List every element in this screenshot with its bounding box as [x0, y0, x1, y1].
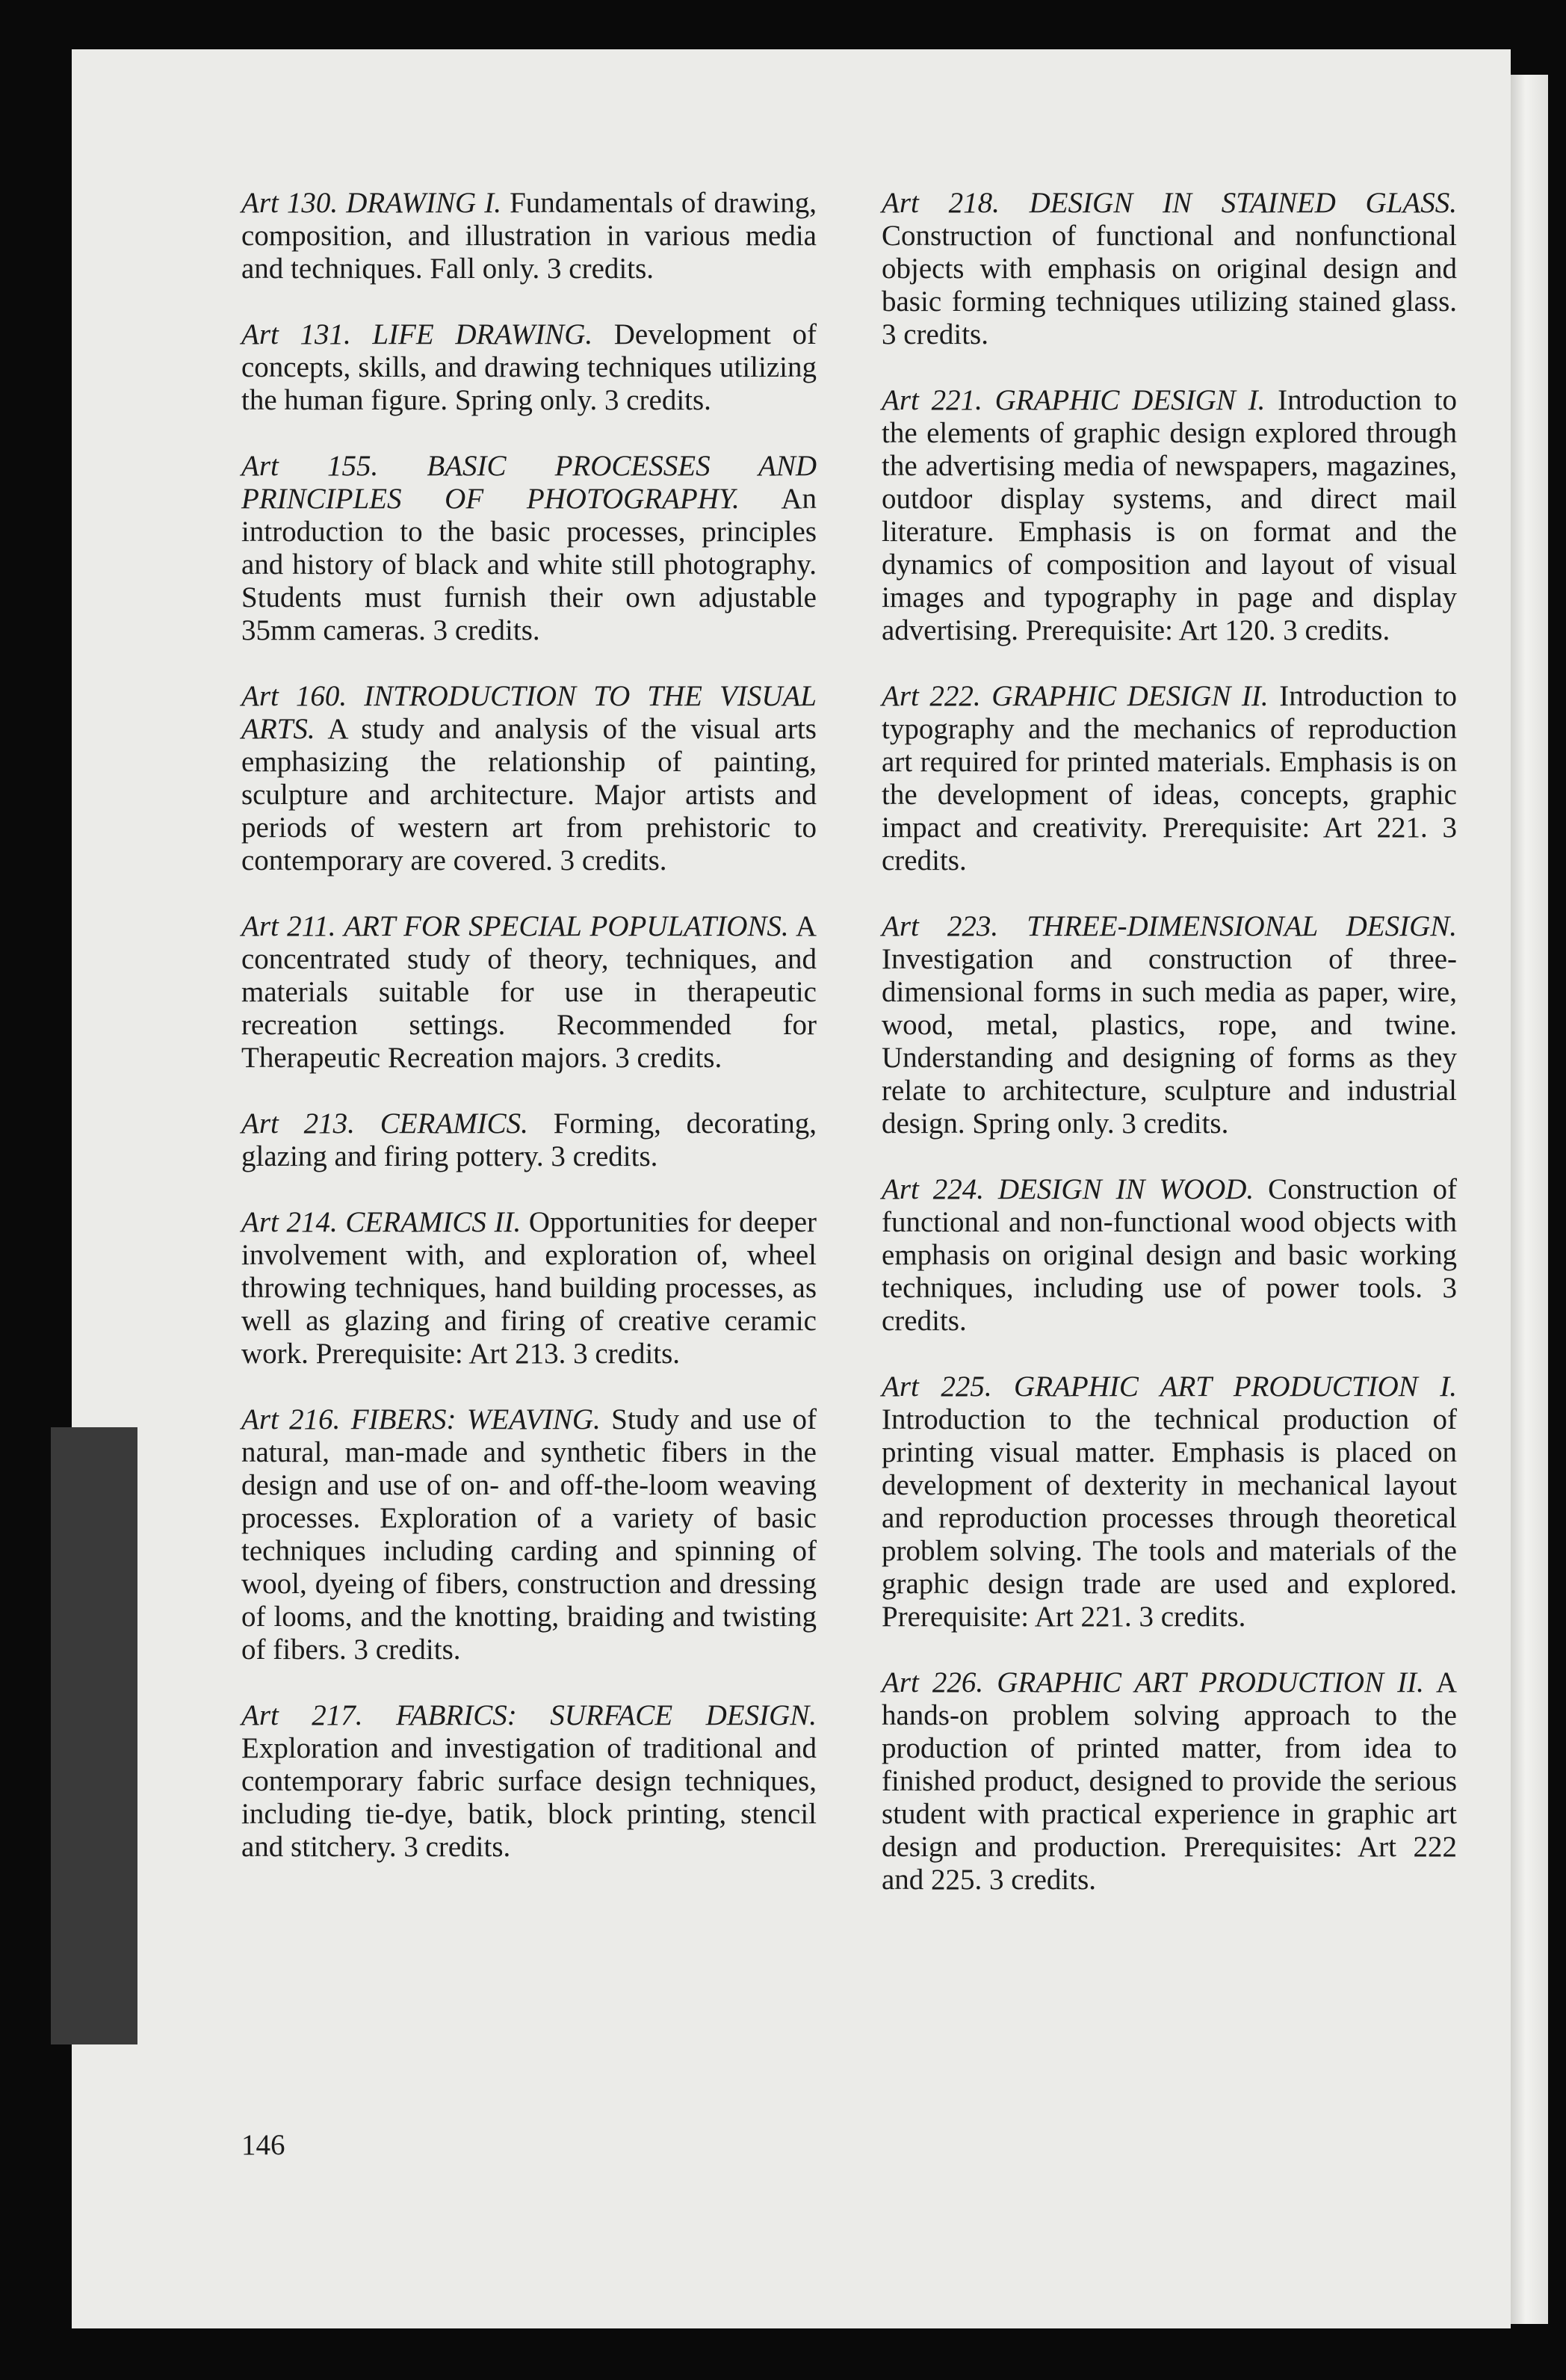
course-entry — [882, 1666, 1457, 1897]
course-title: Art 211. ART FOR SPECIAL POPULATIONS. — [241, 910, 789, 942]
course-title: Art 155. BASIC PROCESSES AND PRINCIPLES OF PHOTOGRAPHY. — [241, 450, 817, 515]
course-entry — [882, 187, 1457, 351]
course-entry — [241, 1699, 817, 1864]
course-entry — [241, 318, 817, 417]
course-entry — [241, 1403, 817, 1666]
course-entry — [241, 1107, 817, 1173]
page-edge — [1511, 75, 1548, 2324]
course-entry — [882, 1370, 1457, 1633]
course-title: Art 225. GRAPHIC ART PRODUCTION I. — [882, 1370, 1457, 1403]
course-description: Investigation and construction of three-dimensional forms in such media as paper, wire, wood, metal, plastics, rope, and twine. Understanding and designing of forms as they relate to architecture, sculpture and industrial design. Spring only. 3 credits. — [882, 943, 1457, 1140]
course-description: A concentrated study of theory, techniques, and materials suitable for use in therapeutic recreation settings. Recommended for Therapeutic Recreation majors. 3 credits. — [241, 910, 817, 1074]
course-entry — [882, 1173, 1457, 1338]
course-title: Art 226. GRAPHIC ART PRODUCTION II. — [882, 1666, 1424, 1699]
course-description: Opportunities for deeper involvement with, and exploration of, wheel throwing techniques, hand building processes, as well as glazing and firing of creative ceramic work. Prerequisite: Art 213. 3 credits. — [241, 1206, 817, 1370]
course-description: Introduction to the elements of graphic design explored through the advertising media of newspapers, magazines, outdoor display systems, and direct mail literature. Emphasis is on format and the dynamics of composition and layout of visual images and typography in page and display advertising. Prerequisite: Art 120. 3 credits. — [882, 384, 1457, 646]
course-title: Art 224. DESIGN IN WOOD. — [882, 1173, 1254, 1205]
course-title: Art 216. FIBERS: WEAVING. — [241, 1403, 601, 1435]
course-description: Development of concepts, skills, and drawing techniques utilizing the human figure. Spring only. 3 credits. — [241, 318, 817, 416]
course-title: Art 131. LIFE DRAWING. — [241, 318, 593, 350]
course-title: Art 218. DESIGN IN STAINED GLASS. — [882, 187, 1457, 219]
left-column — [241, 187, 817, 1897]
course-description: Introduction to the technical production of printing visual matter. Emphasis is placed on development of dexterity in mechanical layout and reproduction processes through theoretical problem solving. The tools and materials of the graphic design trade are used and explored. Prerequisite: Art 221. 3 credits. — [882, 1403, 1457, 1633]
course-entry — [241, 910, 817, 1075]
course-entry — [882, 680, 1457, 877]
course-description: Construction of functional and non-functional wood objects with emphasis on original design and basic working techniques, including use of power tools. 3 credits. — [882, 1173, 1458, 1337]
course-description: A study and analysis of the visual arts emphasizing the relationship of painting, sculpture and architecture. Major artists and periods of western art from prehistoric to contemporary are covered. 3 credits. — [241, 713, 817, 877]
course-title: Art 213. CERAMICS. — [241, 1107, 528, 1140]
course-entry — [241, 680, 817, 877]
course-description: Study and use of natural, man-made and synthetic fibers in the design and use of on- and off-the-loom weaving processes. Exploration of a variety of basic techniques including carding and spinning of wool, dyeing of fibers, construction and dressing of looms, and the knotting, braiding and twisting of fibers. 3 credits. — [241, 1403, 817, 1666]
course-description: A hands-on problem solving approach to the production of printed matter, from idea to finished product, designed to provide the serious student with practical experience in graphic art design and production. Prerequisites: Art 222 and 225. 3 credits. — [882, 1666, 1457, 1896]
course-description: Exploration and investigation of traditional and contemporary fabric surface design techniques, including tie-dye, batik, block printing, stencil and stitchery. 3 credits. — [241, 1732, 817, 1863]
course-title: Art 130. DRAWING I. — [241, 187, 501, 219]
course-title: Art 217. FABRICS: SURFACE DESIGN. — [241, 1699, 817, 1731]
page-number: 146 — [241, 2129, 285, 2161]
course-title: Art 221. GRAPHIC DESIGN I. — [882, 384, 1266, 416]
course-description: Forming, decorating, glazing and firing pottery. 3 credits. — [241, 1107, 817, 1172]
course-entry — [882, 910, 1457, 1140]
course-title: Art 223. THREE-DIMENSIONAL DESIGN. — [882, 910, 1457, 942]
course-entry — [882, 384, 1457, 647]
course-description: An introduction to the basic processes, principles and history of black and white still photography. Students must furnish their own adjustable 35mm cameras. 3 credits. — [241, 483, 817, 646]
thumb-index-tab — [51, 1427, 137, 2044]
course-entry — [241, 187, 817, 285]
course-entry — [241, 1206, 817, 1370]
course-title: Art 214. CERAMICS II. — [241, 1206, 522, 1238]
course-description: Introduction to typography and the mechanics of reproduction art required for printed materials. Emphasis is on the development of ideas, concepts, graphic impact and creativity. Prerequisite: Art 221. 3 credits. — [882, 680, 1457, 877]
course-description: Fundamentals of drawing, composition, and illustration in various media and techniques. Fall only. 3 credits. — [241, 187, 817, 285]
course-entry — [241, 450, 817, 647]
course-title: Art 222. GRAPHIC DESIGN II. — [882, 680, 1269, 712]
course-title: Art 160. INTRODUCTION TO THE VISUAL ARTS. — [241, 680, 817, 745]
right-column — [882, 187, 1457, 1929]
course-description: Construction of functional and nonfunctional objects with emphasis on original design and basic forming techniques utilizing stained glass. 3 credits. — [882, 220, 1457, 350]
